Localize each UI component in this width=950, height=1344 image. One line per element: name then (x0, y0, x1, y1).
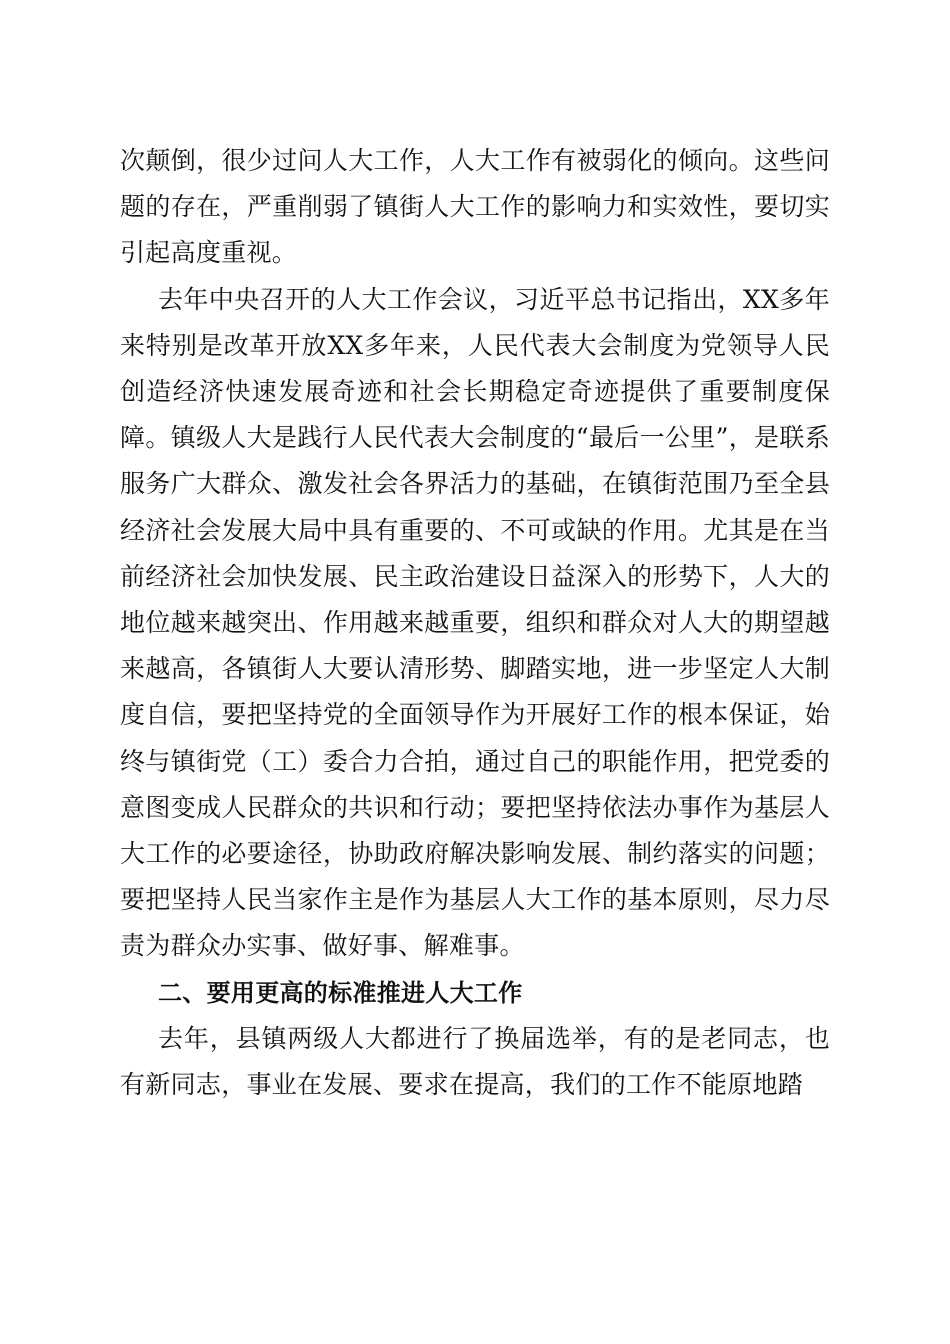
document-body (120, 138, 830, 1108)
paragraph-election: 去年，县镇两级人大都进行了换届选举，有的是老同志，也有新同志，事业在发展、要求在提高，我们的工作不能原地踏 (120, 1023, 830, 1100)
paragraph-continued: 次颠倒，很少过问人大工作，人大工作有被弱化的倾向。这些问题的存在，严重削弱了镇街人大工作的影响力和实效性，要切实引起高度重视。 (120, 146, 830, 268)
paragraph-congress-meeting: 去年中央召开的人大工作会议，习近平总书记指出，XX多年来特别是改革开放XX多年来，人民代表大会制度为党领导人民创造经济快速发展奇迹和社会长期稳定奇迹提供了重要制度保障。镇级人大是践行人民代表大会制度的“最后一公里”，是联系服务广大群众、激发社会各界活力的基础，在镇街范围乃至全县经济社会发展大局中具有重要的、不可或缺的作用。尤其是在当前经济社会加快发展、民主政治建设日益深入的形势下，人大的地位越来越突出、作用越来越重要，组织和群众对人大的期望越来越高，各镇街人大要认清形势、脚踏实地，进一步坚定人大制度自信，要把坚持党的全面领导作为开展好工作的根本保证，始终与镇街党（工）委合力合拍，通过自己的职能作用，把党委的意图变成人民群众的共识和行动；要把坚持依法办事作为基层人大工作的必要途径，协助政府解决影响发展、制约落实的问题；要把坚持人民当家作主是作为基层人大工作的基本原则，尽力尽责为群众办实事、做好事、解难事。 (120, 284, 830, 961)
section-heading: 二、要用更高的标准推进人大工作 (158, 978, 523, 1007)
